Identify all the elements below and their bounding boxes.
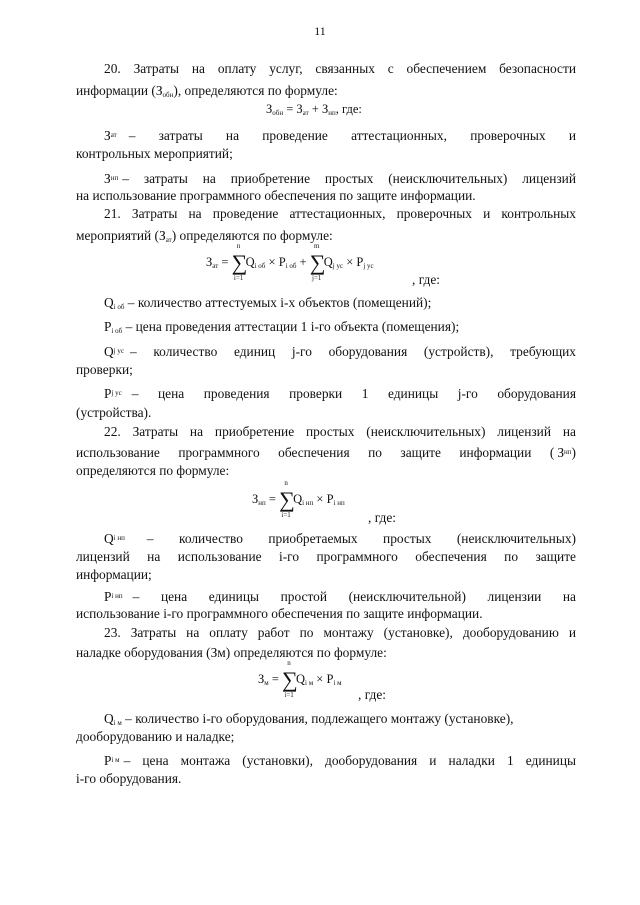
- p22-def-q: [104, 530, 576, 547]
- p22-line3: определяются по формуле:: [76, 463, 230, 478]
- f-op: +: [296, 255, 310, 269]
- symbol: З: [104, 128, 111, 143]
- p23-line1: 23. Затраты на оплату работ по монтажу (установке), дооборудованию и: [104, 625, 576, 640]
- symbol: Q: [104, 531, 114, 546]
- sum-lower: i=1: [233, 274, 244, 282]
- f-sym: З: [296, 102, 303, 116]
- f-sym: З: [266, 102, 273, 116]
- f-op: =: [265, 492, 280, 506]
- text: – цена проведения аттестации 1 i-го объекта (помещения);: [125, 319, 460, 334]
- p22-def-q-line3: информации;: [76, 567, 152, 582]
- symbol: Q: [104, 711, 114, 726]
- subscript: i нп: [113, 534, 125, 542]
- text: ), определяются по формуле:: [173, 83, 338, 98]
- text: – количество единиц j-го оборудования (устройств), требующих: [129, 344, 576, 359]
- p21-def-q-jus: [104, 343, 576, 360]
- p23-def-q-line2: дооборудованию и наладке;: [76, 729, 235, 744]
- p20-line1: 20. Затраты на оплату услуг, связанных с обеспечением безопасности: [104, 61, 576, 76]
- p21-def-q-jus-line2: проверки;: [76, 362, 133, 377]
- f-sub: нп: [328, 109, 336, 117]
- sum-lower: i=1: [281, 511, 291, 519]
- subscript: нп: [564, 448, 572, 456]
- f-op: ×: [313, 672, 327, 686]
- f-sub: ат: [212, 262, 219, 270]
- f-sym: P: [326, 492, 334, 506]
- formula-20: [266, 102, 362, 117]
- f-sub: i нп: [302, 499, 314, 507]
- symbol: З: [104, 171, 111, 186]
- p22-def-p: [104, 588, 576, 605]
- p20-line2: [76, 82, 576, 104]
- subscript: обн: [162, 91, 174, 99]
- subscript: i нп: [111, 592, 123, 600]
- f-sub: i об: [254, 262, 266, 270]
- p21-def-q-iob: [104, 294, 576, 316]
- p22-def-p-line2: использование i-го программного обеспечения по защите информации.: [76, 606, 483, 621]
- f-op: ×: [265, 255, 279, 269]
- p21-line1: 21. Затраты на проведение аттестационных, проверочных и контрольных: [104, 206, 576, 221]
- subscript: i об: [113, 303, 125, 311]
- symbol: Q: [104, 295, 114, 310]
- subscript: j ус: [113, 347, 124, 355]
- p22-line2: [76, 444, 576, 461]
- text: мероприятий (: [76, 228, 159, 243]
- text: ) определяются по формуле:: [171, 228, 333, 243]
- page-number: 11: [314, 24, 326, 38]
- f-sym: З: [258, 672, 265, 686]
- formula-23-tail: , где:: [358, 687, 386, 702]
- f-sub: i нп: [333, 499, 345, 507]
- text: информации (: [76, 83, 156, 98]
- symbol: P: [104, 589, 112, 604]
- subscript: ат: [110, 131, 117, 139]
- f-sub: i м: [305, 679, 314, 687]
- formula-21-tail: , где:: [412, 272, 440, 287]
- formula-22: [252, 479, 345, 519]
- symbol: P: [104, 319, 112, 334]
- f-sym: Q: [323, 255, 333, 269]
- f-tail: , где:: [335, 102, 362, 116]
- formula-23: [258, 659, 342, 699]
- text: – цена монтажа (установки), дооборудования и наладки 1 единицы: [123, 753, 576, 768]
- p23-def-p: [104, 752, 576, 769]
- p20-def-at: [104, 127, 576, 144]
- p21-def-p-iob: [104, 318, 576, 340]
- symbol: P: [104, 753, 112, 768]
- f-sub: м: [264, 679, 269, 687]
- p21-def-p-jus: [104, 385, 576, 402]
- f-sub: ат: [302, 109, 309, 117]
- subscript: j ус: [111, 389, 122, 397]
- p20-def-np: [104, 170, 576, 187]
- p20-def-np-line2: на использование программного обеспечения по защите информации.: [76, 188, 476, 203]
- sum-upper: n: [284, 479, 288, 487]
- subscript: нп: [110, 174, 119, 182]
- symbol: З: [159, 228, 166, 243]
- p21-def-p-jus-line2: (устройства).: [76, 405, 152, 420]
- p22-def-q-line2: лицензий на использование i-го программного обеспечения по защите: [76, 549, 576, 564]
- f-sub: i об: [285, 262, 297, 270]
- text: использование программного обеспечения по защите информации (: [76, 445, 555, 460]
- text: – количество приобретаемых простых (неисключительных): [146, 531, 576, 546]
- subscript: ат: [165, 236, 172, 244]
- p23-line2: наладке оборудования (Зм) определяются по формуле:: [76, 645, 387, 660]
- sum-sign: ∑ n i=1: [231, 242, 248, 282]
- symbol: З: [155, 83, 163, 98]
- f-sym: Q: [296, 672, 306, 686]
- formula-22-tail: , где:: [368, 510, 396, 525]
- f-sym: P: [356, 255, 364, 269]
- sum-sign: ∑ n i=1: [282, 659, 298, 699]
- text: – затраты на проведение аттестационных, проверочных и: [128, 128, 576, 143]
- f-sub: i м: [333, 679, 342, 687]
- sum-upper: n: [287, 659, 291, 667]
- f-op: +: [308, 102, 322, 116]
- f-op: =: [283, 102, 297, 116]
- f-sub: обн: [272, 109, 284, 117]
- text: – цена единицы простой (неисключительной) лицензии на: [132, 589, 576, 604]
- p22-line1: 22. Затраты на приобретение простых (неисключительных) лицензий на: [104, 424, 576, 439]
- f-sym: P: [278, 255, 286, 269]
- sum-lower: j=1: [312, 274, 322, 282]
- f-op: ×: [313, 492, 327, 506]
- f-sub: j ус: [332, 262, 344, 270]
- sum-sign: ∑ n i=1: [279, 479, 295, 519]
- f-sym: Q: [293, 492, 303, 506]
- text: – количество i-го оборудования, подлежащего монтажу (установке),: [125, 711, 514, 726]
- f-sym: Q: [245, 255, 255, 269]
- f-sub: j ус: [363, 262, 374, 270]
- text: – количество аттестуемых i-х объектов (помещений);: [127, 295, 432, 310]
- f-sub: нп: [258, 499, 266, 507]
- f-sym: З: [321, 102, 329, 116]
- subscript: i м: [113, 719, 122, 727]
- subscript: i м: [111, 756, 120, 764]
- sum-upper: m: [313, 242, 320, 250]
- p20-def-at-line2: контрольных мероприятий;: [76, 146, 233, 161]
- p21-line2: [76, 227, 576, 249]
- symbol: Q: [104, 344, 114, 359]
- p23-def-p-line2: i-го оборудования.: [76, 771, 182, 786]
- sum-sign: ∑ m j=1: [309, 242, 326, 282]
- symbol: P: [104, 386, 112, 401]
- formula-21: [206, 242, 374, 282]
- f-sym: З: [206, 255, 213, 269]
- text: – затраты на приобретение простых (неисключительных) лицензий: [122, 171, 576, 186]
- f-op: =: [268, 672, 283, 686]
- subscript: i об: [111, 327, 123, 335]
- f-sym: P: [326, 672, 334, 686]
- text: ): [571, 445, 576, 460]
- symbol: З: [557, 445, 565, 460]
- f-sym: З: [252, 492, 259, 506]
- sum-upper: n: [236, 242, 241, 250]
- sum-lower: i=1: [284, 691, 294, 699]
- text: – цена проведения проверки 1 единицы j-го оборудования: [131, 386, 576, 401]
- f-op: ×: [343, 255, 357, 269]
- f-op: =: [218, 255, 232, 269]
